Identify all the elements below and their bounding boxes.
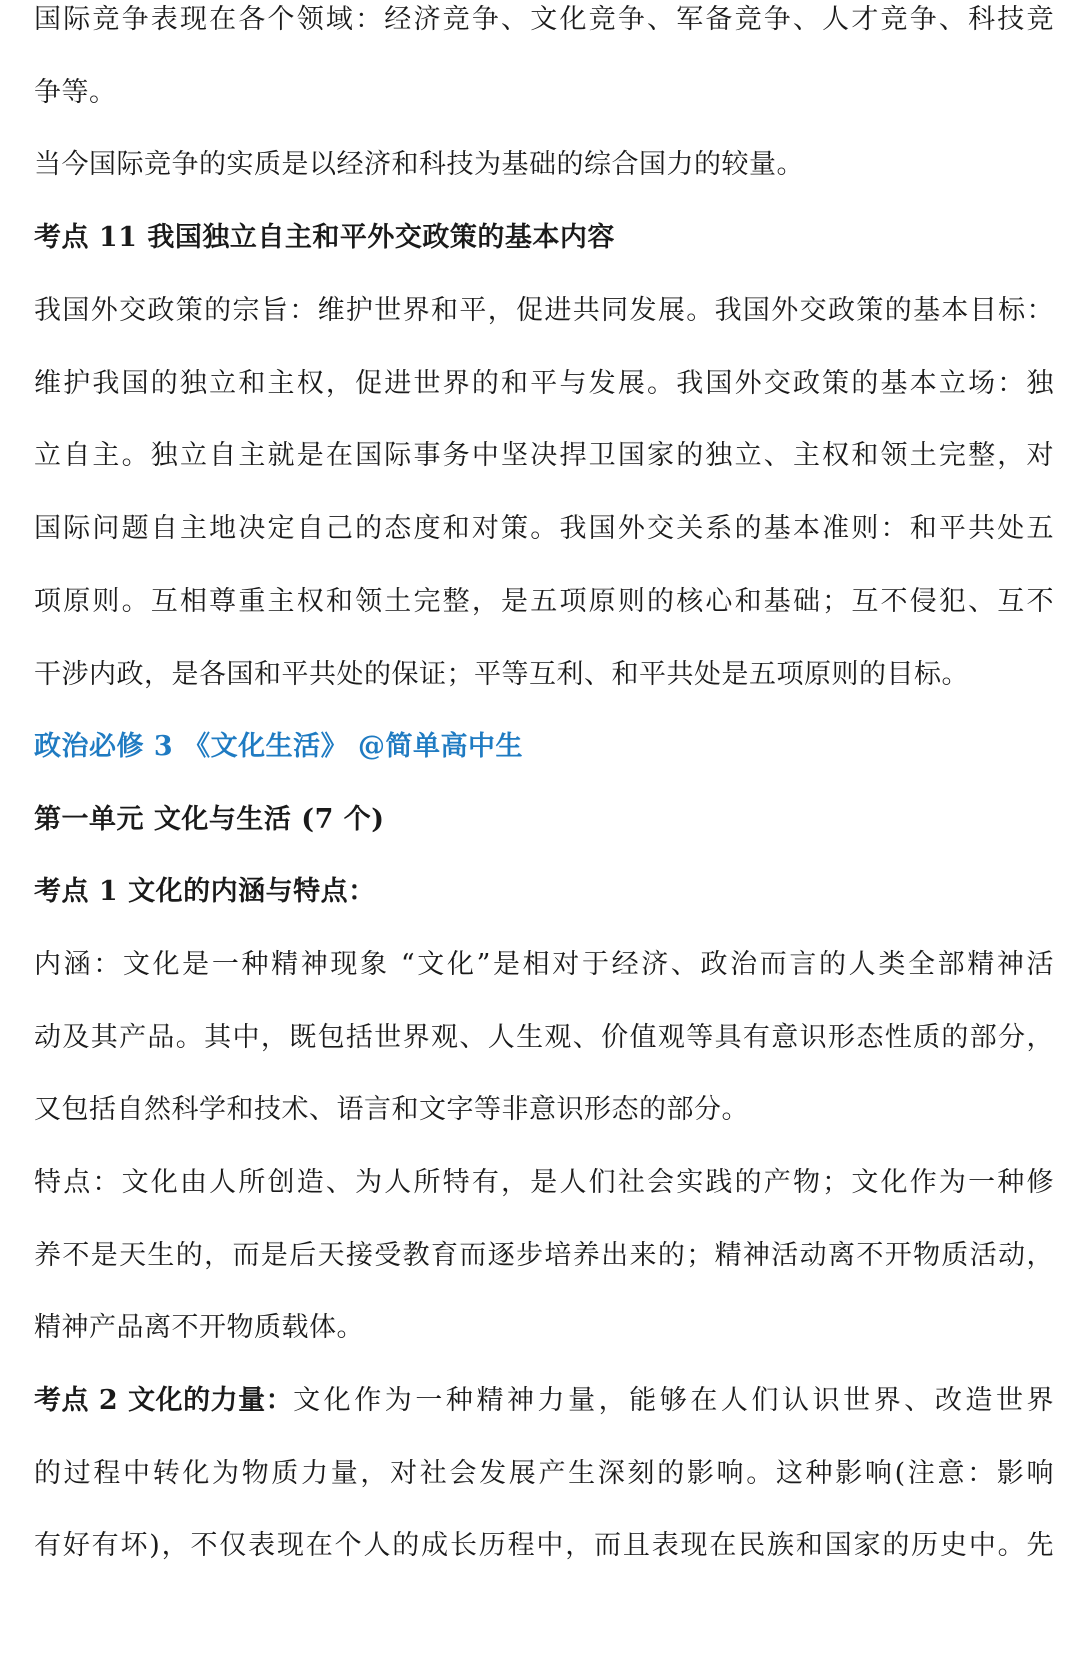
paragraph-line: 又包括自然科学和技术、语言和文字等非意识形态的部分。 (34, 1094, 749, 1125)
mixed-line (34, 1381, 1054, 1421)
paragraph-line: 维护我国的独立和主权，促进世界的和平与发展。我国外交政策的基本立场：独 (34, 368, 1054, 399)
paragraph-line: 项原则。互相尊重主权和领土完整，是五项原则的核心和基础；互不侵犯、互不 (34, 586, 1054, 617)
paragraph-line: 干涉内政，是各国和平共处的保证；平等互利、和平共处是五项原则的目标。 (34, 659, 969, 690)
paragraph-line: 文化作为一种精神力量，能够在人们认识世界、改造世界 (293, 1385, 1054, 1416)
paragraph-line: 我国外交政策的宗旨：维护世界和平，促进共同发展。我国外交政策的基本目标： (34, 295, 1054, 326)
paragraph-line: 国际问题自主地决定自己的态度和对策。我国外交关系的基本准则：和平共处五 (34, 513, 1054, 544)
paragraph-line: 的过程中转化为物质力量，对社会发展产生深刻的影响。这种影响(注意：影响 (34, 1458, 1054, 1489)
course-title: 政治必修 3 《文化生活》 @简单高中生 (34, 731, 523, 762)
paragraph-line: 立自主。独立自主就是在国际事务中坚决捍卫国家的独立、主权和领土完整，对 (34, 440, 1054, 471)
paragraph-line: 特点：文化由人所创造、为人所特有，是人们社会实践的产物；文化作为一种修 (34, 1167, 1054, 1198)
paragraph-line: 争等。 (34, 77, 117, 108)
paragraph-line: 当今国际竞争的实质是以经济和科技为基础的综合国力的较量。 (34, 149, 804, 180)
paragraph-line: 养不是天生的，而是后天接受教育而逐步培养出来的；精神活动离不开物质活动， (34, 1240, 1054, 1271)
paragraph-line: 国际竞争表现在各个领域：经济竞争、文化竞争、军备竞争、人才竞争、科技竞 (34, 4, 1054, 35)
section-heading: 考点 11 我国独立自主和平外交政策的基本内容 (34, 222, 615, 253)
paragraph-line: 精神产品离不开物质载体。 (34, 1312, 364, 1343)
paragraph-line: 内涵：文化是一种精神现象 “文化”是相对于经济、政治而言的人类全部精神活 (34, 949, 1054, 980)
unit-heading: 第一单元 文化与生活 (7 个) (34, 804, 385, 835)
section-heading: 考点 1 文化的内涵与特点： (34, 876, 376, 907)
paragraph-line: 有好有坏)，不仅表现在个人的成长历程中，而且表现在民族和国家的历史中。先 (34, 1530, 1054, 1561)
section-heading-inline: 考点 2 文化的力量： (34, 1385, 294, 1416)
paragraph-line: 动及其产品。其中，既包括世界观、人生观、价值观等具有意识形态性质的部分， (34, 1022, 1054, 1053)
